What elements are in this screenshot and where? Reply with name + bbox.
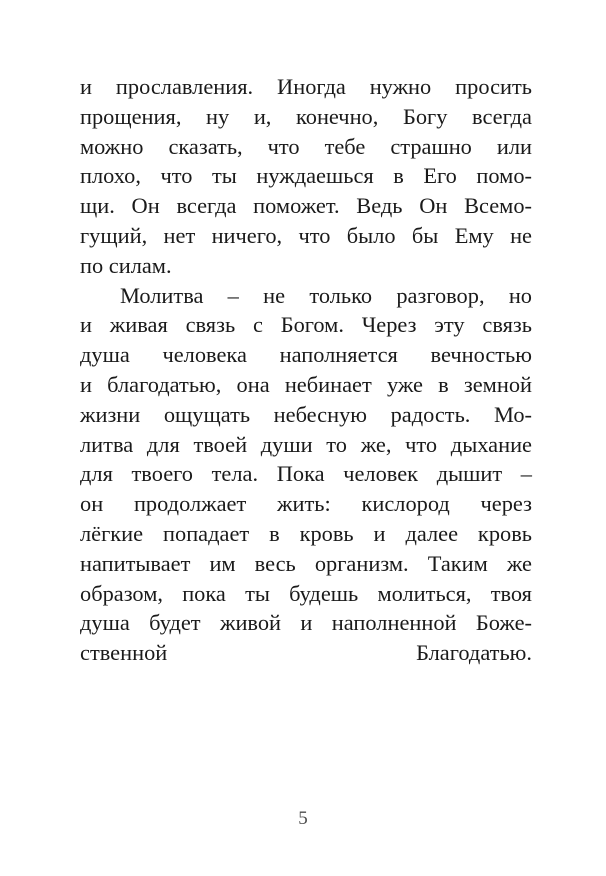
text-line: литва для твоей души то же, что дыхание	[80, 431, 532, 457]
text-line: душа человека наполняется вечностью	[80, 342, 532, 368]
text-line: и благодатью, она небинает уже в земной	[80, 371, 532, 397]
text-line: прощения, ну и, конечно, Богу всегда	[80, 103, 532, 129]
text-line: гущий, нет ничего, что было бы Ему не	[80, 222, 532, 248]
text-line: для твоего тела. Пока человек дышит –	[80, 461, 532, 487]
text-line: душа будет живой и наполненной Боже-	[80, 610, 532, 636]
text-line: напитывает им весь организм. Таким же	[80, 550, 532, 576]
text-line: и прославления. Иногда нужно просить	[80, 74, 532, 99]
text-line: жизни ощущать небесную радость. Мо-	[80, 401, 532, 427]
body-text	[80, 72, 532, 698]
text-line: и живая связь с Богом. Через эту связь	[80, 312, 532, 338]
text-line: щи. Он всегда поможет. Ведь Он Всемо-	[80, 193, 532, 219]
text-line	[80, 668, 532, 698]
text-line: можно сказать, что тебе страшно или	[80, 133, 532, 159]
text-line: плохо, что ты нуждаешься в Его помо-	[80, 163, 532, 189]
text-line: образом, пока ты будешь молиться, твоя	[80, 580, 532, 606]
text-line: ственной Благодатью.	[80, 640, 532, 666]
text-line: лёгкие попадает в кровь и далее кровь	[80, 520, 532, 546]
text-line: он продолжает жить: кислород через	[80, 491, 532, 517]
page-number: 5	[298, 808, 308, 829]
text-line: Молитва – не только разговор, но	[120, 282, 532, 308]
text-line: по силам.	[80, 252, 172, 278]
